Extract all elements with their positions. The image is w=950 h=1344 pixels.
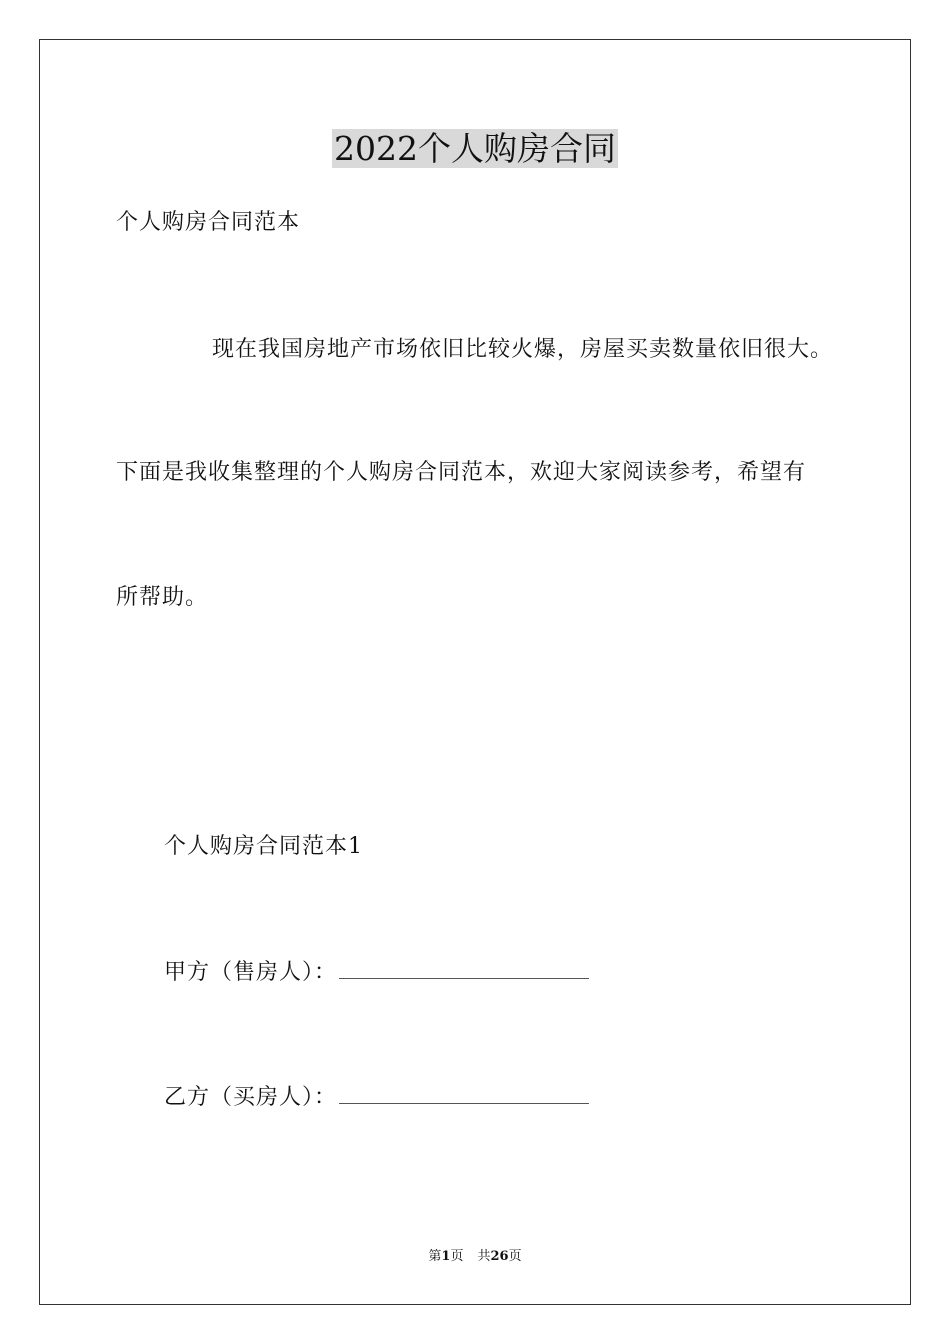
party-a-label: 甲方（售房人）： xyxy=(164,960,338,985)
intro-paragraph-line-3: 所帮助。 xyxy=(116,585,209,610)
intro-paragraph-line-1: 现在我国房地产市场依旧比较火爆，房屋买卖数量依旧很大。 xyxy=(212,337,834,362)
intro-paragraph-line-2: 下面是我收集整理的个人购房合同范本，欢迎大家阅读参考，希望有 xyxy=(116,460,807,485)
document-title-text: 2022个人购房合同 xyxy=(334,129,616,168)
section-heading-1: 个人购房合同范本1 xyxy=(164,834,363,859)
footer-total-pages: 26 xyxy=(490,1249,509,1264)
party-a-blank-line xyxy=(339,956,589,979)
document-subtitle: 个人购房合同范本 xyxy=(116,210,301,235)
footer-page-number: 1 xyxy=(441,1249,451,1264)
party-a-row xyxy=(164,956,589,988)
party-b-label: 乙方（买房人）： xyxy=(164,1085,338,1110)
footer-total-suffix: 页 xyxy=(508,1249,522,1264)
document-title xyxy=(0,128,950,170)
party-b-blank-line xyxy=(339,1081,589,1104)
footer-total-prefix: 共 xyxy=(477,1249,491,1264)
footer-page-suffix: 页 xyxy=(450,1249,464,1264)
footer-page-prefix: 第 xyxy=(428,1249,442,1264)
party-b-row xyxy=(164,1081,589,1113)
page-footer xyxy=(0,1248,950,1266)
